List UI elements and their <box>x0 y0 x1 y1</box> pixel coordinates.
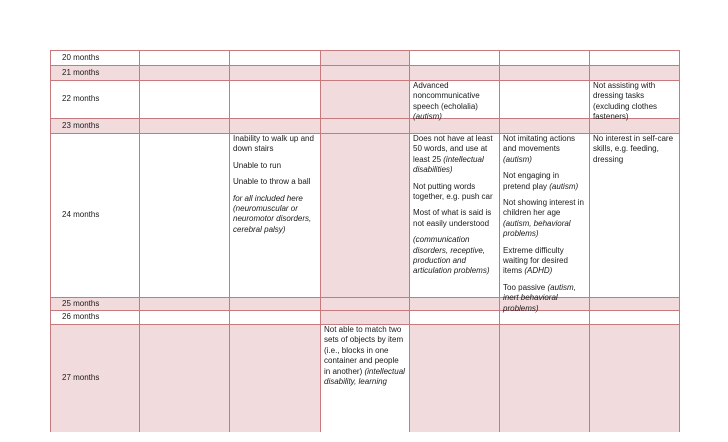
cell-text: (autism, behavioral problems) <box>503 218 571 239</box>
cell-text: Does not have at least 50 words, and use at least 25 <box>413 134 493 164</box>
cell-paragraph <box>593 134 675 165</box>
cell-text: (intellectual disabilities) <box>413 154 484 175</box>
cell-text: Not able to match two sets of objects by item (i.e., blocks in one container and people in another) <box>324 325 404 376</box>
month-label: 26 months <box>62 312 100 322</box>
cell-text: (autism) <box>549 181 579 191</box>
cell-paragraph <box>413 134 495 176</box>
column-divider <box>679 50 680 432</box>
cell-text: Not showing interest in children her age <box>503 198 584 218</box>
month-label: 22 months <box>62 94 100 104</box>
table-cell <box>229 133 320 297</box>
cell-paragraph <box>593 81 675 123</box>
cell-paragraph <box>503 198 585 240</box>
table-cell <box>320 324 409 432</box>
cell-text: (autism, inert behavioral problems) <box>503 282 576 313</box>
column-divider <box>139 50 140 432</box>
cell-text: (communication disorders, receptive, production and articulation problems) <box>413 235 490 276</box>
cell-paragraph <box>413 208 495 229</box>
cell-text: Not imitating actions and movements <box>503 134 576 154</box>
table-cell <box>589 80 679 122</box>
cell-paragraph <box>413 235 495 277</box>
cell-paragraph <box>233 134 316 155</box>
cell-text: (autism) <box>413 112 442 122</box>
month-label: 27 months <box>62 373 100 383</box>
row-divider <box>50 80 679 81</box>
cell-paragraph <box>233 177 316 187</box>
table-cell <box>589 133 679 297</box>
cell-text: (autism) <box>503 154 532 164</box>
cell-paragraph <box>413 81 495 123</box>
cell-text: Inability to walk up and down stairs <box>233 134 314 154</box>
cell-paragraph <box>503 134 585 165</box>
month-label: 25 months <box>62 298 100 308</box>
cell-text: Not assisting with dressing tasks (excluding clothes fasteners) <box>593 81 658 122</box>
cell-text: (intellectual disability, learning <box>324 366 405 387</box>
table-cell <box>499 133 589 313</box>
month-label: 21 months <box>62 67 100 77</box>
cell-text: Unable to run <box>233 160 282 170</box>
row-divider <box>50 50 679 51</box>
cell-paragraph <box>233 161 316 171</box>
highlight-column <box>320 50 409 324</box>
cell-text: Unable to throw a ball <box>233 177 311 187</box>
cell-text: Most of what is said is not easily understood <box>413 208 492 228</box>
cell-paragraph <box>503 246 585 277</box>
cell-paragraph <box>413 182 495 203</box>
cell-paragraph <box>503 283 585 314</box>
cell-text: Not engaging in pretend play <box>503 171 560 191</box>
row-divider <box>50 118 679 119</box>
cell-paragraph <box>503 171 585 192</box>
month-label: 23 months <box>62 120 100 130</box>
cell-text: Extreme difficulty waiting for desired items <box>503 245 568 276</box>
cell-text: (ADHD) <box>524 266 553 276</box>
month-label: 20 months <box>62 52 100 62</box>
cell-text: No interest in self-care skills, e.g. feeding, dressing <box>593 134 674 164</box>
month-label: 24 months <box>62 210 100 220</box>
cell-paragraph <box>324 325 405 387</box>
cell-text: Too passive <box>503 282 548 292</box>
cell-text: for all included here (neuromuscular or neuromotor disorders, cerebral palsy) <box>233 193 312 234</box>
cell-paragraph <box>233 194 316 236</box>
table-cell <box>409 133 499 297</box>
cell-text: Advanced noncommunicative speech (echolalia) <box>413 81 480 111</box>
cell-text: Not putting words together, e.g. push car <box>413 181 493 202</box>
table-cell <box>409 80 499 122</box>
row-divider <box>50 65 679 66</box>
